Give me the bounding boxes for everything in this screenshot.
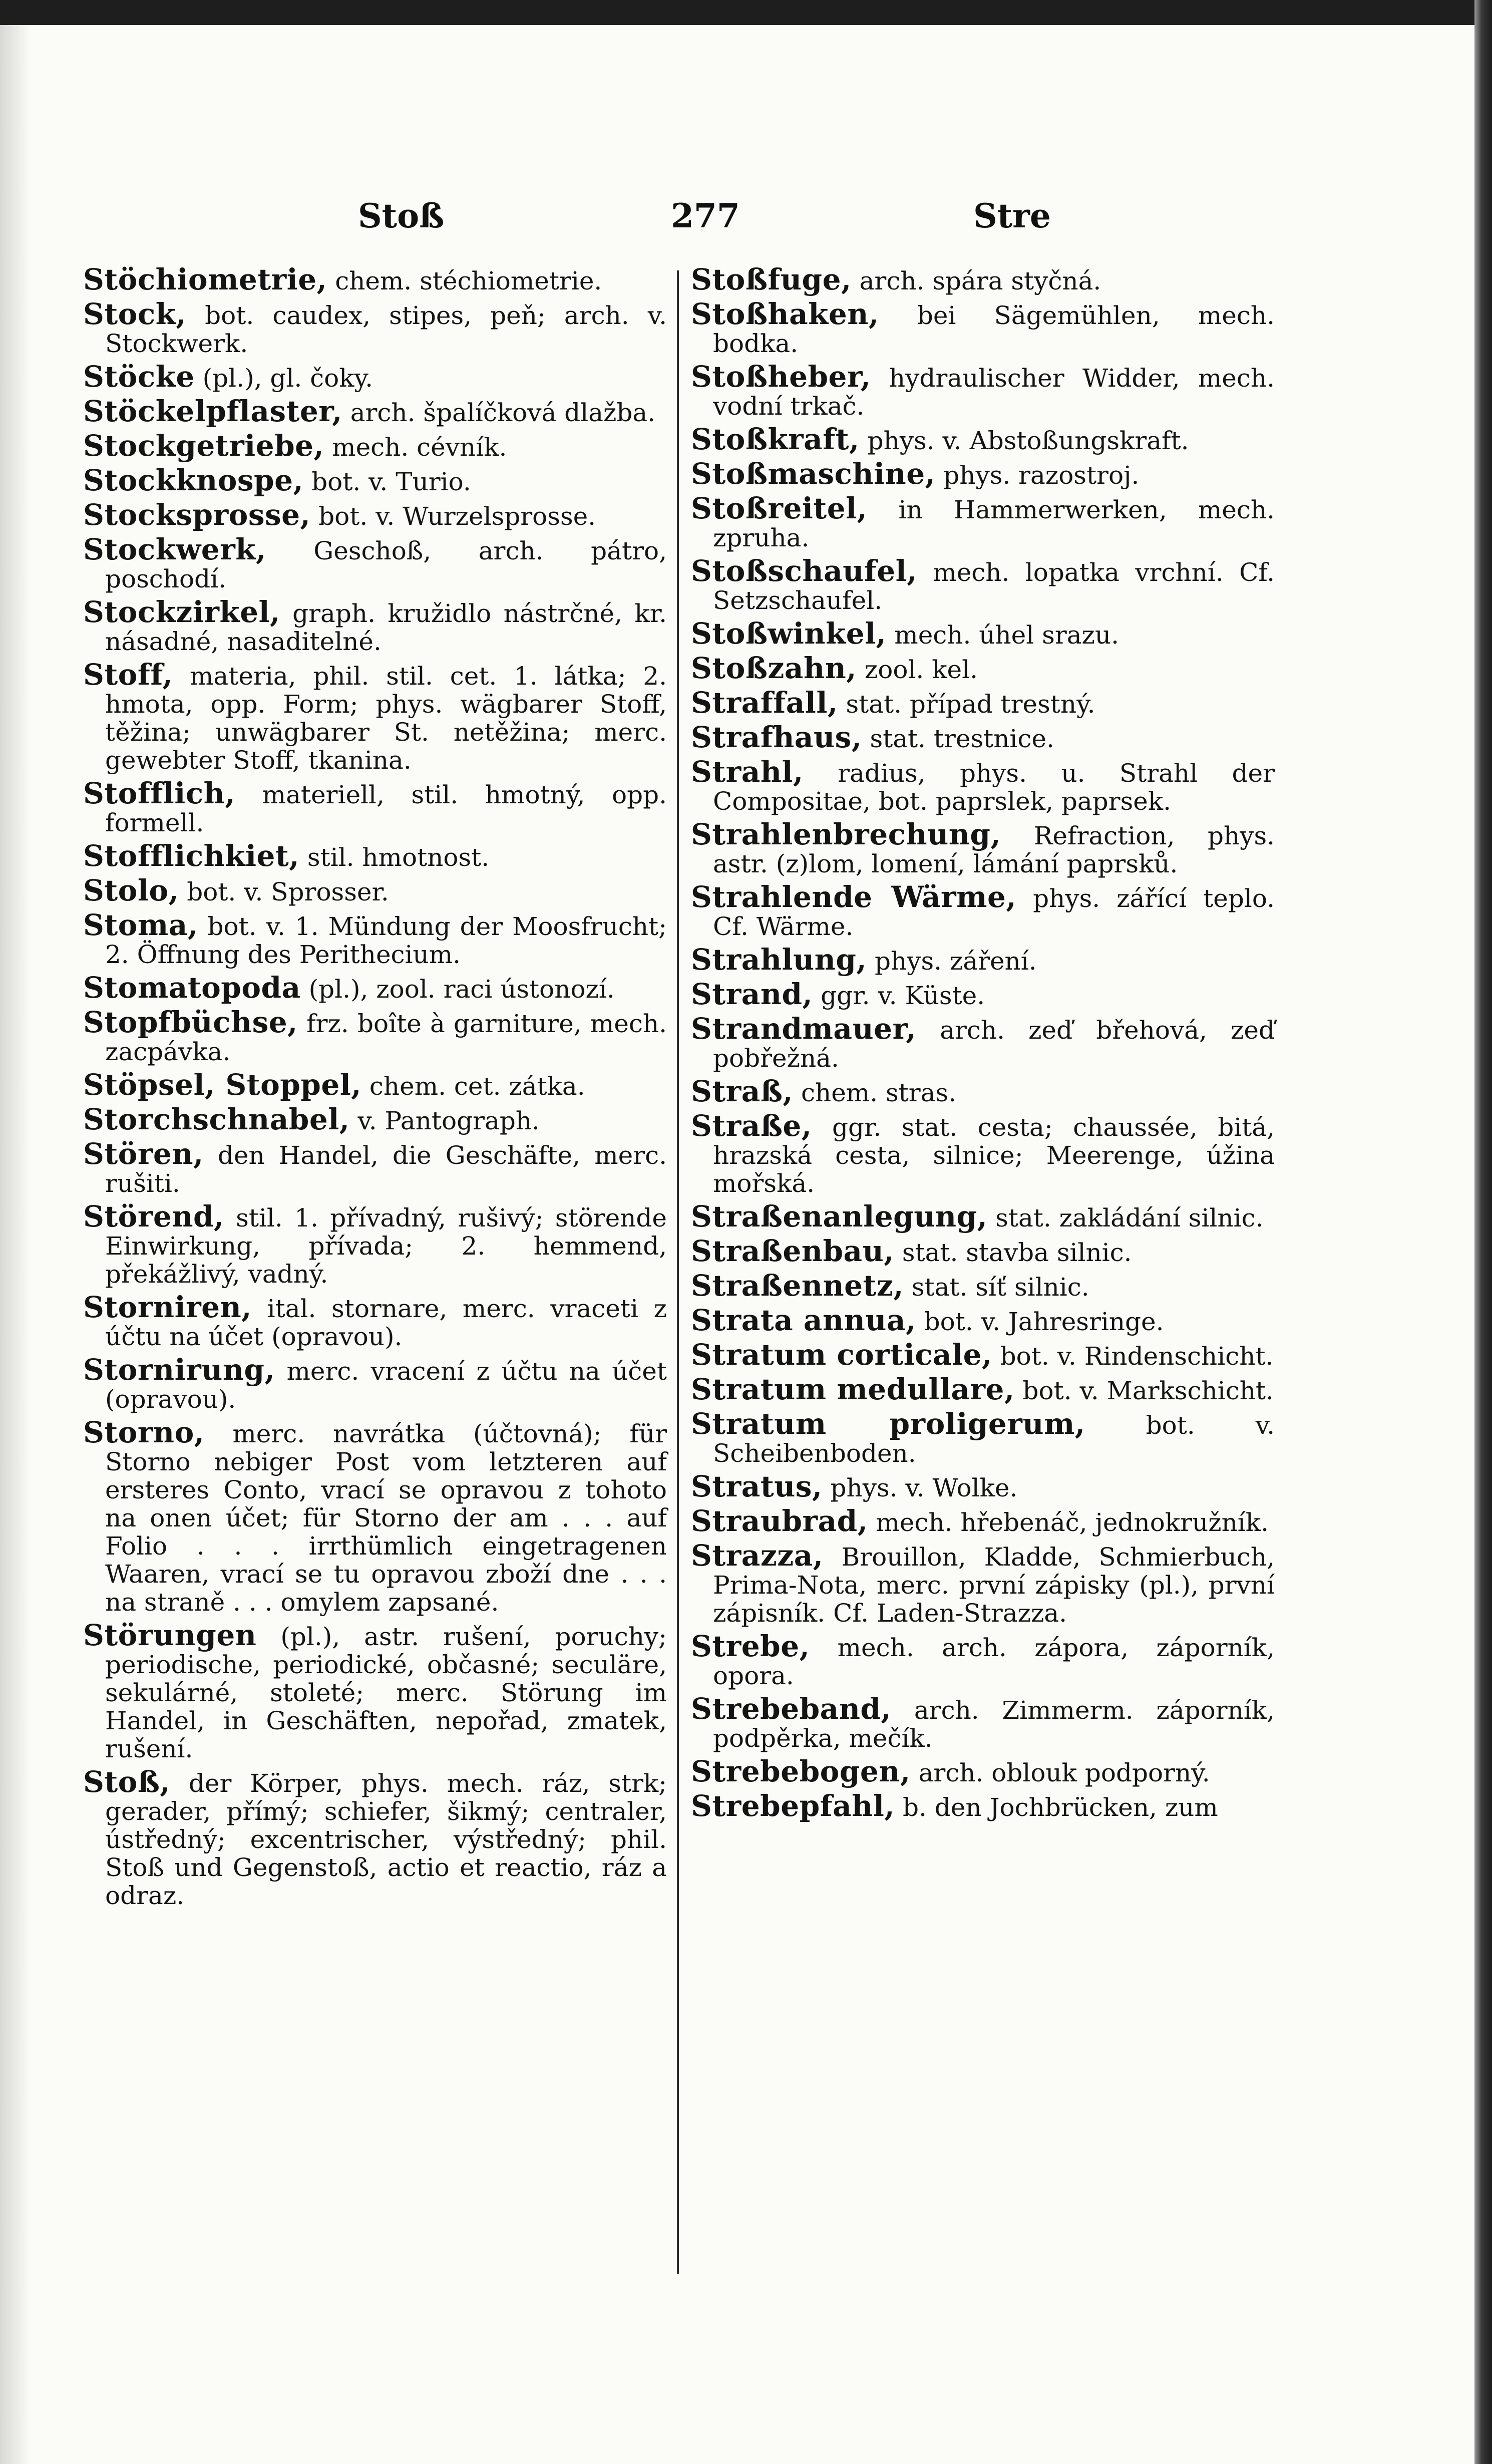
entry-headword: Stoßmaschine, xyxy=(691,457,936,491)
dictionary-entry xyxy=(691,1754,1275,1788)
entry-definition: bot. v. Sprosser. xyxy=(187,877,389,906)
entry-definition: in Hammerwerken, mech. zpruha. xyxy=(713,495,1275,552)
right-column xyxy=(691,262,1275,1826)
entry-definition: materia, phil. stil. cet. 1. látka; 2. hmota, opp. Form; phys. wägbarer Stoff, těžina; unwägbarer St. netěžina; merc. gewebter Stoff, tkanina. xyxy=(105,662,667,775)
entry-definition: (pl.), astr. rušení, poruchy; periodische, periodické, občasné; seculäre, sekulárné, stoleté; merc. Störung im Handel, in Geschäften, nepořad, zmatek, rušení. xyxy=(105,1622,667,1763)
entry-headword: Stoßhaken, xyxy=(691,297,879,331)
entry-headword: Strahlende Wärme, xyxy=(691,880,1017,914)
entry-definition: v. Pantograph. xyxy=(357,1106,540,1135)
entry-definition: phys. v. Abstoßungskraft. xyxy=(867,426,1189,455)
entry-headword: Strand, xyxy=(691,977,813,1011)
entry-definition: phys. v. Wolke. xyxy=(830,1473,1018,1502)
entry-definition: mech. arch. zápora, záporník, opora. xyxy=(713,1633,1275,1690)
entry-definition: stat. zakládání silnic. xyxy=(995,1203,1264,1233)
dictionary-entry xyxy=(691,457,1275,491)
entry-definition: mech. úhel srazu. xyxy=(894,621,1119,650)
entry-headword: Storniren, xyxy=(83,1290,252,1324)
dictionary-entry xyxy=(83,1353,667,1414)
entry-headword: Straubrad, xyxy=(691,1504,868,1538)
dictionary-entry xyxy=(691,297,1275,358)
dictionary-entry xyxy=(691,617,1275,651)
dictionary-entry xyxy=(691,1629,1275,1690)
entry-headword: Stocksprosse, xyxy=(83,498,311,532)
entry-definition: den Handel, die Geschäfte, merc. rušiti. xyxy=(105,1141,667,1198)
entry-headword: Störungen xyxy=(83,1618,257,1652)
entry-headword: Strafhaus, xyxy=(691,720,862,754)
dictionary-entry xyxy=(83,532,667,593)
dictionary-entry xyxy=(83,463,667,497)
dictionary-entry xyxy=(691,1504,1275,1538)
entry-definition: phys. záření. xyxy=(875,947,1037,976)
entry-headword: Stockgetriebe, xyxy=(83,429,324,463)
dictionary-entry xyxy=(691,686,1275,720)
entry-definition: bot. v. Scheibenboden. xyxy=(713,1411,1275,1468)
entry-headword: Strahlung, xyxy=(691,943,867,977)
entry-headword: Stoßreitel, xyxy=(691,491,868,525)
entry-headword: Strebebogen, xyxy=(691,1754,911,1788)
entry-headword: Stock, xyxy=(83,297,187,331)
dictionary-entry xyxy=(83,1199,667,1289)
entry-headword: Stoßschaufel, xyxy=(691,554,917,588)
entry-headword: Stoßheber, xyxy=(691,360,871,394)
entry-definition: Brouillon, Kladde, Schmierbuch, Prima-Nota, merc. první zápisky (pl.), první zápisník. Cf. Laden-Strazza. xyxy=(713,1543,1275,1628)
entry-definition: bot. v. Markschicht. xyxy=(1022,1376,1274,1405)
entry-definition: der Körper, phys. mech. ráz, strk; gerader, přímý; schiefer, šikmý; centraler, ústředný; excentrischer, výstředný; phil. Stoß und Gegenstoß, actio et reactio, ráz a odraz. xyxy=(105,1769,667,1910)
entry-headword: Stoma, xyxy=(83,908,198,942)
entry-headword: Stöchiometrie, xyxy=(83,262,327,296)
entry-headword: Straßenbau, xyxy=(691,1234,894,1268)
dictionary-entry xyxy=(691,360,1275,421)
dictionary-entry xyxy=(691,1109,1275,1198)
entry-definition: chem. stéchiometrie. xyxy=(335,266,602,295)
dictionary-entry xyxy=(83,498,667,532)
entry-definition: phys. razostroj. xyxy=(943,461,1140,490)
dictionary-entry xyxy=(691,554,1275,615)
entry-headword: Stoßzahn, xyxy=(691,651,857,685)
entry-headword: Strahl, xyxy=(691,755,804,789)
dictionary-entry xyxy=(83,394,667,428)
dictionary-entry xyxy=(83,262,667,296)
entry-definition: arch. špalíčková dlažba. xyxy=(350,398,656,427)
entry-headword: Stöpsel, Stoppel, xyxy=(83,1068,361,1102)
entry-definition: ggr. stat. cesta; chaussée, bitá, hrazská cesta, silnice; Meerenge, úžina mořská. xyxy=(713,1113,1275,1198)
scan-edge-top xyxy=(0,0,1492,25)
entry-headword: Storno, xyxy=(83,1415,205,1449)
entry-definition: mech. cévník. xyxy=(332,433,507,462)
dictionary-entry xyxy=(691,262,1275,296)
left-guideword: Stoß xyxy=(358,196,445,235)
dictionary-entry xyxy=(83,1005,667,1066)
entry-headword: Stofflich, xyxy=(83,776,236,810)
dictionary-entry xyxy=(83,360,667,394)
entry-definition: bot. v. Turio. xyxy=(311,467,471,496)
entry-definition: bot. v. Wurzelsprosse. xyxy=(318,502,596,531)
dictionary-entry xyxy=(83,1102,667,1136)
entry-definition: ggr. v. Küste. xyxy=(821,981,985,1010)
dictionary-entry xyxy=(83,1618,667,1763)
entry-definition: zool. kel. xyxy=(864,655,978,684)
entry-headword: Strazza, xyxy=(691,1538,824,1573)
entry-headword: Stoßfuge, xyxy=(691,262,852,296)
right-guideword: Stre xyxy=(973,196,1051,235)
entry-headword: Strebepfahl, xyxy=(691,1789,895,1823)
entry-headword: Stockknospe, xyxy=(83,463,304,497)
dictionary-entry xyxy=(691,817,1275,878)
entry-headword: Stöckelpflaster, xyxy=(83,394,342,428)
entry-headword: Stoß, xyxy=(83,1765,171,1799)
entry-headword: Straßennetz, xyxy=(691,1269,904,1303)
entry-definition: frz. boîte à garniture, mech. zacpávka. xyxy=(105,1009,667,1066)
entry-definition: bot. v. Rindenschicht. xyxy=(1000,1342,1274,1371)
dictionary-entry xyxy=(691,1234,1275,1268)
dictionary-entry xyxy=(691,491,1275,552)
entry-headword: Stoff, xyxy=(83,658,173,692)
entry-definition: graph. kružidlo nástrčné, kr. násadné, nasaditelné. xyxy=(105,599,667,656)
entry-definition: ital. stornare, merc. vraceti z účtu na účet (opravou). xyxy=(105,1294,667,1351)
dictionary-entry xyxy=(691,943,1275,977)
entry-headword: Strata annua, xyxy=(691,1303,916,1337)
entry-headword: Störend, xyxy=(83,1199,224,1234)
entry-headword: Stören, xyxy=(83,1137,204,1171)
entry-headword: Stratum medullare, xyxy=(691,1372,1015,1406)
entry-definition: chem. stras. xyxy=(801,1078,956,1107)
dictionary-entry xyxy=(691,720,1275,754)
entry-headword: Stopfbüchse, xyxy=(83,1005,298,1039)
dictionary-entry xyxy=(691,880,1275,941)
dictionary-entry xyxy=(83,429,667,463)
dictionary-entry xyxy=(691,422,1275,456)
entry-definition: (pl.), gl. čoky. xyxy=(202,364,374,393)
entry-definition: mech. lopatka vrchní. Cf. Setzschaufel. xyxy=(713,558,1275,615)
entry-definition: b. den Jochbrücken, zum xyxy=(902,1793,1218,1822)
entry-headword: Stöcke xyxy=(83,360,195,394)
dictionary-entry xyxy=(691,1692,1275,1753)
entry-headword: Strahlenbrechung, xyxy=(691,817,1001,851)
dictionary-entry xyxy=(691,1372,1275,1406)
entry-headword: Stornirung, xyxy=(83,1353,275,1387)
entry-definition: stat. síť silnic. xyxy=(911,1273,1089,1302)
entry-definition: hydraulischer Widder, mech. vodní trkač. xyxy=(713,364,1275,421)
entry-headword: Stratum proligerum, xyxy=(691,1407,1085,1441)
entry-definition: bei Sägemühlen, mech. bodka. xyxy=(713,301,1275,358)
column-divider xyxy=(677,270,679,2274)
entry-headword: Stockzirkel, xyxy=(83,595,280,629)
entry-definition: radius, phys. u. Strahl der Compositae, bot. paprslek, paprsek. xyxy=(713,759,1275,816)
entry-headword: Strandmauer, xyxy=(691,1012,917,1046)
entry-headword: Stockwerk, xyxy=(83,532,266,566)
dictionary-entry xyxy=(83,297,667,358)
entry-headword: Stofflichkiet, xyxy=(83,839,299,873)
dictionary-entry xyxy=(691,755,1275,816)
entry-headword: Straß, xyxy=(691,1074,794,1108)
entry-headword: Stomatopoda xyxy=(83,971,301,1005)
entry-definition: Geschoß, arch. pátro, poschodí. xyxy=(105,536,667,593)
entry-definition: Refraction, phys. astr. (z)lom, lomení, lámání paprsků. xyxy=(713,821,1275,878)
dictionary-entry xyxy=(691,1469,1275,1503)
entry-definition: arch. Zimmerm. záporník, podpěrka, mečík. xyxy=(713,1696,1275,1753)
entry-definition: stat. případ trestný. xyxy=(846,690,1095,719)
page-number: 277 xyxy=(671,196,740,235)
entry-headword: Stoßkraft, xyxy=(691,422,860,456)
dictionary-entry xyxy=(83,1765,667,1910)
dictionary-entry xyxy=(691,1074,1275,1108)
dictionary-entry xyxy=(83,839,667,873)
dictionary-entry xyxy=(83,1137,667,1198)
dictionary-entry xyxy=(83,776,667,837)
entry-definition: (pl.), zool. raci ústonozí. xyxy=(308,975,615,1004)
entry-definition: stil. 1. přívadný, rušivý; störende Einwirkung, přívada; 2. hemmend, překážlivý, vadný. xyxy=(105,1203,667,1289)
entry-definition: bot. caudex, stipes, peň; arch. v. Stockwerk. xyxy=(105,301,667,358)
dictionary-entry xyxy=(83,1290,667,1351)
entry-headword: Strebeband, xyxy=(691,1692,892,1726)
entry-definition: merc. navrátka (účtovná); für Storno nebiger Post vom letzteren auf ersteres Conto, vrací se opravou z tohoto na onen účet; für Storno der am . . . auf Folio . . . irrthümlich eingetragenen Waaren, vrací se tu opravou zboží dne . . . na straně . . . omylem zapsané. xyxy=(105,1419,667,1617)
dictionary-entry xyxy=(83,1068,667,1102)
entry-headword: Storchschnabel, xyxy=(83,1102,350,1136)
dictionary-entry xyxy=(691,1789,1275,1823)
entry-definition: phys. zářící teplo. Cf. Wärme. xyxy=(713,884,1275,941)
entry-definition: merc. vracení z účtu na účet (opravou). xyxy=(105,1357,667,1414)
dictionary-entry xyxy=(691,1338,1275,1372)
entry-headword: Strebe, xyxy=(691,1629,810,1663)
entry-definition: bot. v. 1. Mündung der Moosfrucht; 2. Öffnung des Perithecium. xyxy=(105,912,667,969)
dictionary-entry xyxy=(83,658,667,775)
entry-definition: materiell, stil. hmotný, opp. formell. xyxy=(105,780,667,837)
dictionary-entry xyxy=(691,1407,1275,1468)
entry-headword: Stoßwinkel, xyxy=(691,617,887,651)
entry-headword: Stratum corticale, xyxy=(691,1338,992,1372)
entry-definition: arch. spára styčná. xyxy=(859,266,1101,295)
dictionary-entry xyxy=(691,1538,1275,1628)
entry-definition: bot. v. Jahresringe. xyxy=(924,1307,1164,1336)
left-column xyxy=(83,262,667,1915)
entry-definition: arch. zeď břehová, zeď pobřežná. xyxy=(713,1016,1275,1073)
dictionary-entry xyxy=(83,1415,667,1617)
entry-headword: Stratus, xyxy=(691,1469,823,1503)
entry-headword: Straßenanlegung, xyxy=(691,1199,988,1234)
dictionary-entry xyxy=(83,873,667,907)
dictionary-entry xyxy=(691,1199,1275,1234)
dictionary-entry xyxy=(691,1012,1275,1073)
entry-headword: Straße, xyxy=(691,1109,812,1143)
dictionary-entry xyxy=(83,595,667,656)
dictionary-entry xyxy=(83,908,667,969)
entry-definition: arch. oblouk podporný. xyxy=(918,1758,1210,1787)
entry-definition: stat. stavba silnic. xyxy=(902,1238,1132,1267)
entry-definition: stat. trestnice. xyxy=(870,724,1054,753)
entry-definition: stil. hmotnost. xyxy=(307,843,490,872)
dictionary-entry xyxy=(691,651,1275,685)
scan-edge-right xyxy=(1474,0,1492,2464)
dictionary-entry xyxy=(691,1303,1275,1337)
dictionary-entry xyxy=(691,977,1275,1011)
entry-headword: Straffall, xyxy=(691,686,838,720)
entry-headword: Stolo, xyxy=(83,873,179,907)
entry-definition: chem. cet. zátka. xyxy=(369,1072,585,1101)
scan-edge-left xyxy=(0,25,30,2464)
dictionary-entry xyxy=(83,971,667,1005)
entry-definition: mech. hřebenáč, jednokružník. xyxy=(876,1508,1269,1537)
dictionary-entry xyxy=(691,1269,1275,1303)
